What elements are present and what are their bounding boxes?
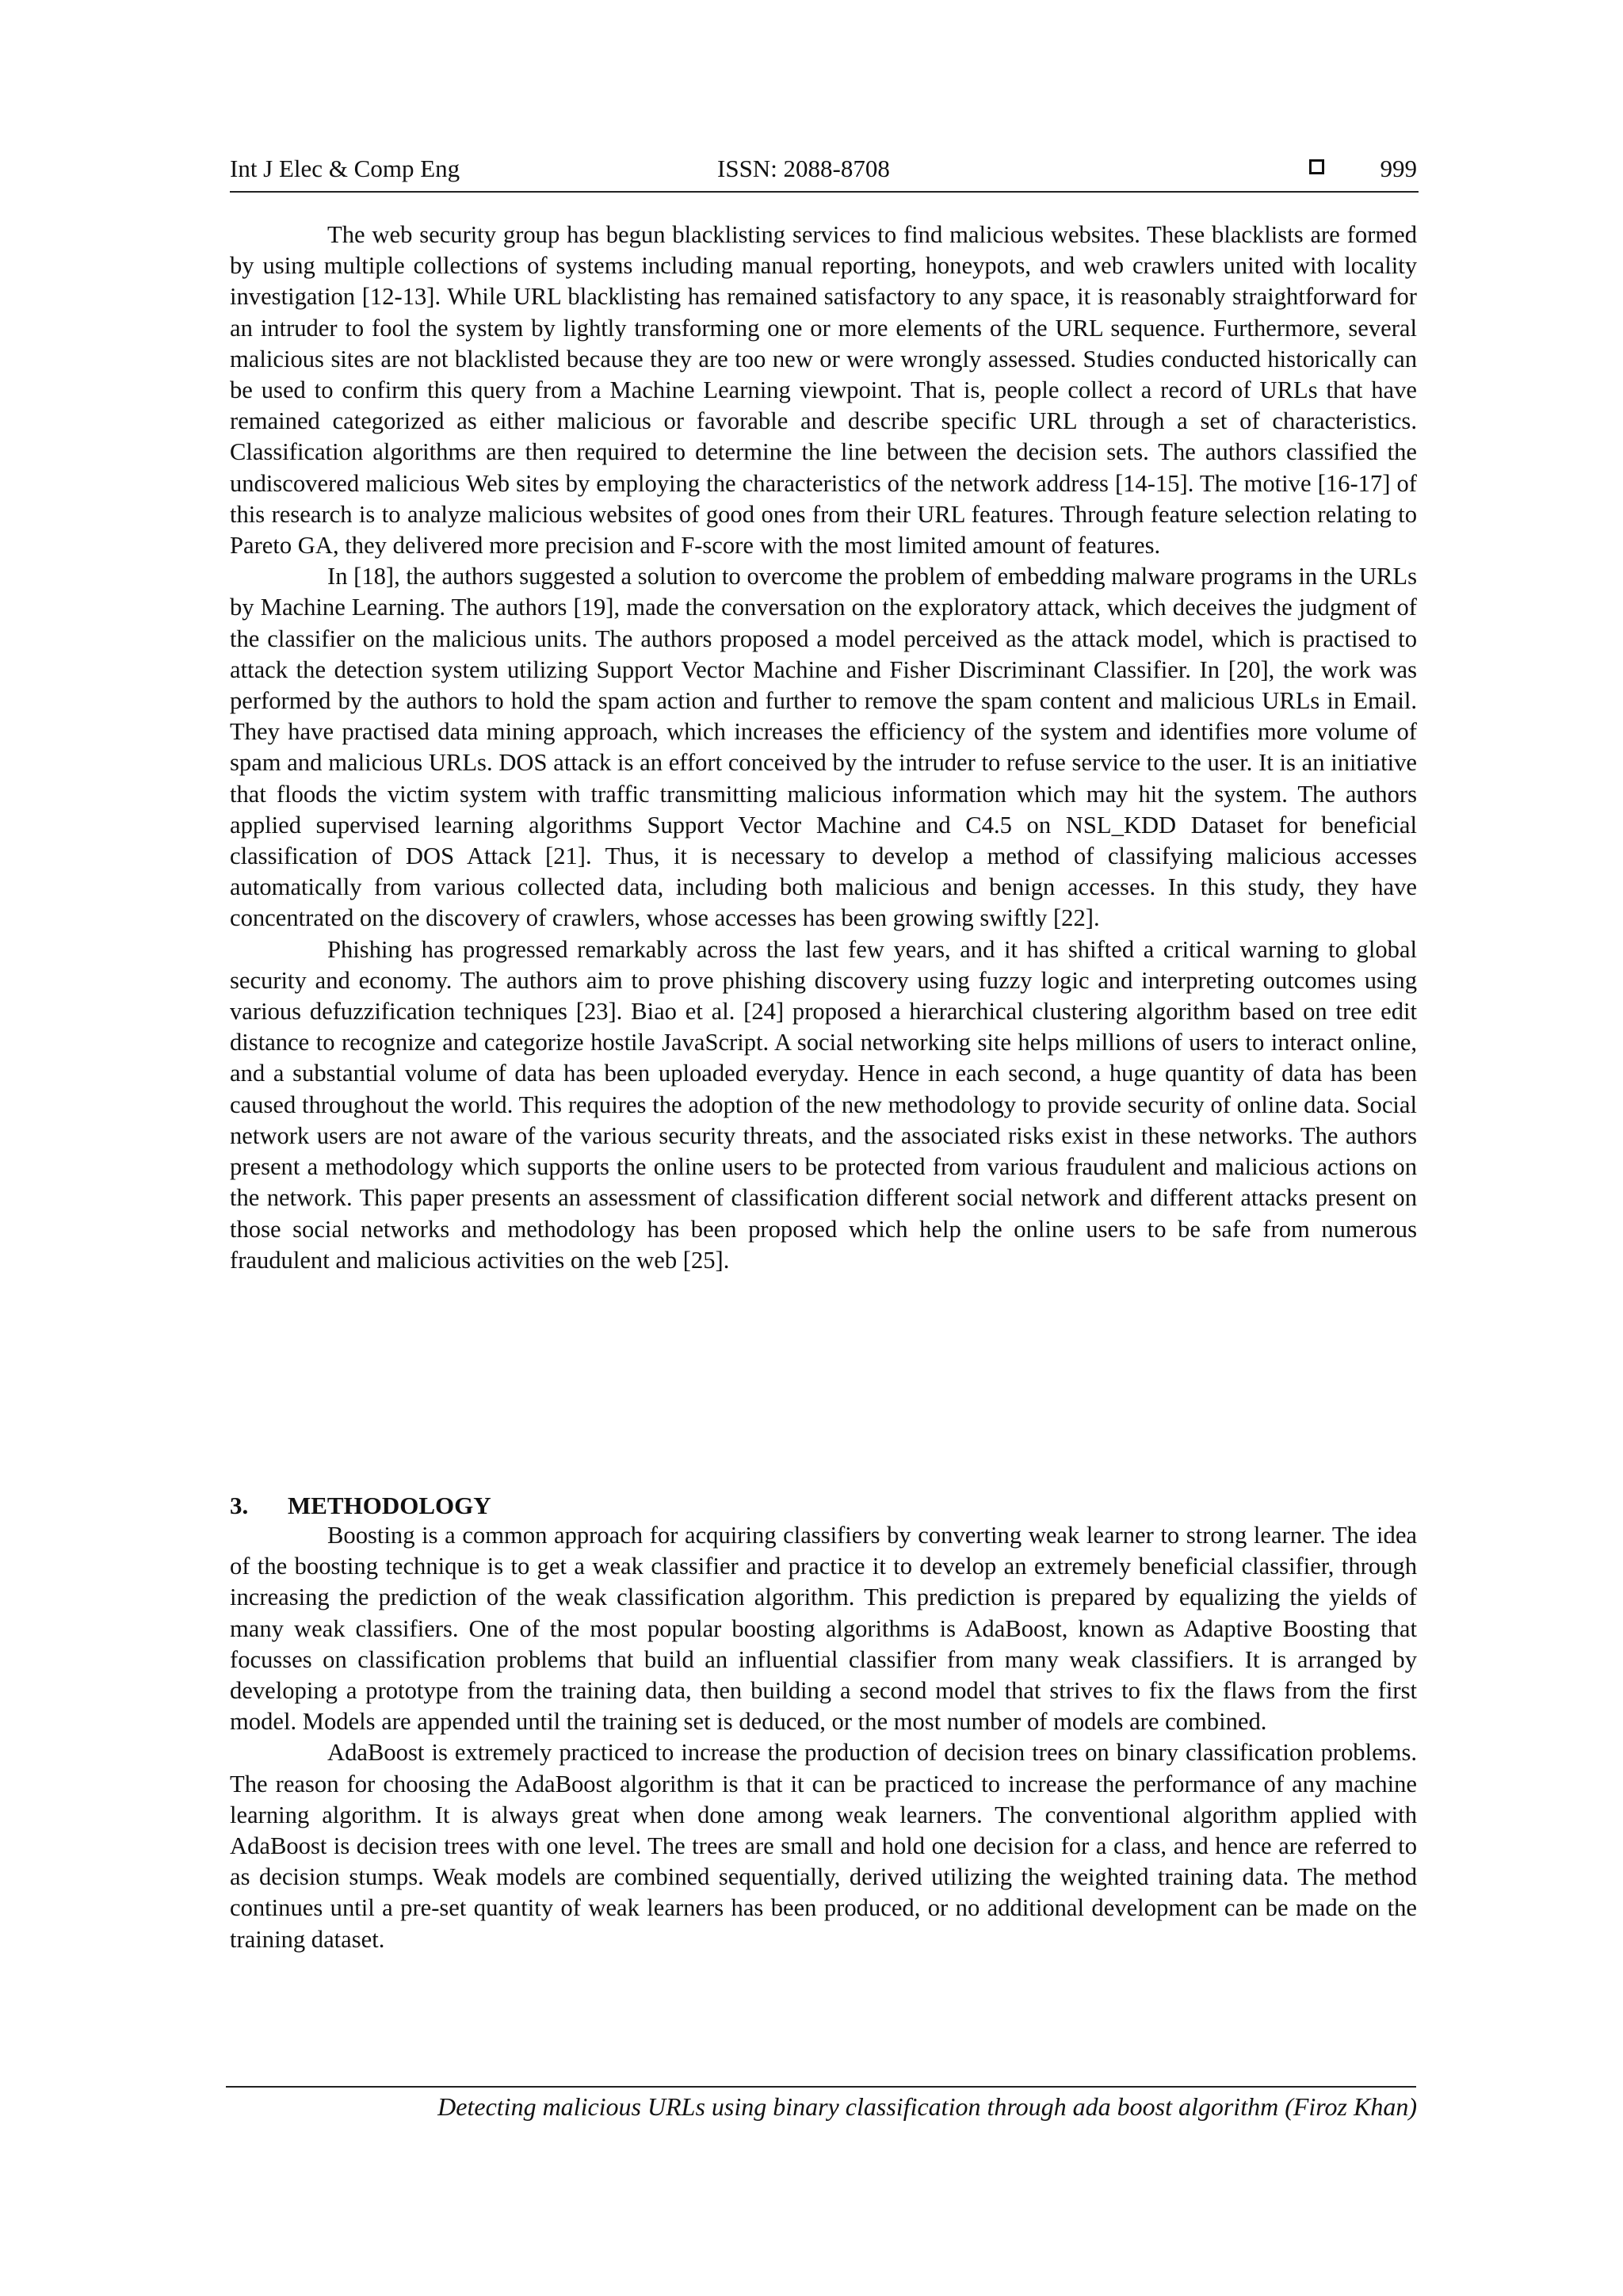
running-footer: Detecting malicious URLs using binary classification through ada boost algorithm (Firoz Khan) bbox=[437, 2092, 1417, 2121]
section-title: METHODOLOGY bbox=[288, 1492, 491, 1519]
footer-divider bbox=[226, 2086, 1416, 2088]
section-number: 3. bbox=[230, 1492, 249, 1519]
journal-name: Int J Elec & Comp Eng bbox=[230, 155, 460, 182]
page-number: 999 bbox=[1380, 155, 1417, 182]
section-heading-methodology bbox=[230, 1490, 491, 1522]
intro-text-block bbox=[230, 220, 1417, 1276]
running-header bbox=[230, 153, 1419, 193]
checkbox-square-icon bbox=[1309, 159, 1324, 174]
paragraph-phishing: Phishing has progressed remarkably across the last few years, and it has shifted a critical warning to global security and economy. The authors aim to prove phishing discovery using fuzzy logic and interpreting outcomes using various defuzzification techniques [23]. Biao et al. [24] proposed a hierarchical clustering algorithm based on tree edit distance to recognize and categorize hostile JavaScript. A social networking site helps millions of users to interact online, and a substantial volume of data has been uploaded everyday. Hence in each second, a huge quantity of data has been caused throughout the world. This requires the adoption of the new methodology to provide security of online data. Social network users are not aware of the various security threats, and the associated risks exist in these networks. The authors present a methodology which supports the online users to be protected from various fraudulent and malicious actions on the network. This paper presents an assessment of classification different social network and different attacks present on those social networks and methodology has been proposed which help the online users to be safe from numerous fraudulent and malicious activities on the web [25]. bbox=[230, 935, 1417, 1274]
paragraph-boosting: Boosting is a common approach for acquiring classifiers by converting weak learner to strong learner. The idea of the boosting technique is to get a weak classifier and practice it to develop an extremely beneficial classifier, through increasing the prediction of the weak classification algorithm. This prediction is prepared by equalizing the yields of many weak classifiers. One of the most popular boosting algorithms is AdaBoost, known as Adaptive Boosting that focusses on classification problems that build an influential classifier from many weak classifiers. It is arranged by developing a prototype from the training data, then building a second model that strives to fix the flaws from the first model. Models are appended until the training set is deduced, or the most number of models are combined. bbox=[230, 1522, 1417, 1736]
paragraph-blacklisting: The web security group has begun blacklisting services to find malicious websites. These blacklists are formed by using multiple collections of systems including manual reporting, honeypots, and web crawlers united with locality investigation [12-13]. While URL blacklisting has remained satisfactory to any space, it is reasonably straightforward for an intruder to fool the system by lightly transforming one or more elements of the URL sequence. Furthermore, several malicious sites are not blacklisted because they are too new or were wrongly assessed. Studies conducted historically can be used to confirm this query from a Machine Learning viewpoint. That is, people collect a record of URLs that have remained categorized as either malicious or favorable and describe specific URL through a set of characteristics. Classification algorithms are then required to determine the line between the decision sets. The authors classified the undiscovered malicious Web sites by employing the characteristics of the network address [14-15]. The motive [16-17] of this research is to analyze malicious websites of good ones from their URL features. Through feature selection relating to Pareto GA, they delivered more precision and F-score with the most limited amount of features. bbox=[230, 221, 1417, 560]
issn-number: ISSN: 2088-8708 bbox=[717, 155, 890, 182]
paragraph-adaboost: AdaBoost is extremely practiced to increase the production of decision trees on binary classification problems. The reason for choosing the AdaBoost algorithm is that it can be practiced to increase the performance of any machine learning algorithm. It is always great when done among weak learners. The conventional algorithm applied with AdaBoost is decision trees with one level. The trees are small and hold one decision for a class, and hence are referred to as decision stumps. Weak models are combined sequentially, derived utilizing the weighted training data. The method continues until a pre-set quantity of weak learners has been produced, or no additional development can be made on the training dataset. bbox=[230, 1739, 1417, 1953]
paragraph-related-work: In [18], the authors suggested a solution to overcome the problem of embedding malware programs in the URLs by Machine Learning. The authors [19], made the conversation on the exploratory attack, which deceives the judgment of the classifier on the malicious units. The authors proposed a model perceived as the attack model, which is practised to attack the detection system utilizing Support Vector Machine and Fisher Discriminant Classifier. In [20], the work was performed by the authors to hold the spam action and further to remove the spam content and malicious URLs in Email. They have practised data mining approach, which increases the efficiency of the system and identifies more volume of spam and malicious URLs. DOS attack is an effort conceived by the intruder to refuse service to the user. It is an initiative that floods the victim system with traffic transmitting malicious information which may hit the system. The authors applied supervised learning algorithms Support Vector Machine and C4.5 on NSL_KDD Dataset for beneficial classification of DOS Attack [21]. Thus, it is necessary to develop a method of classifying malicious accesses automatically from various collected data, including both malicious and benign accesses. In this study, they have concentrated on the discovery of crawlers, whose accesses has been growing swiftly [22]. bbox=[230, 563, 1417, 932]
methodology-text-block bbox=[230, 1520, 1417, 1955]
